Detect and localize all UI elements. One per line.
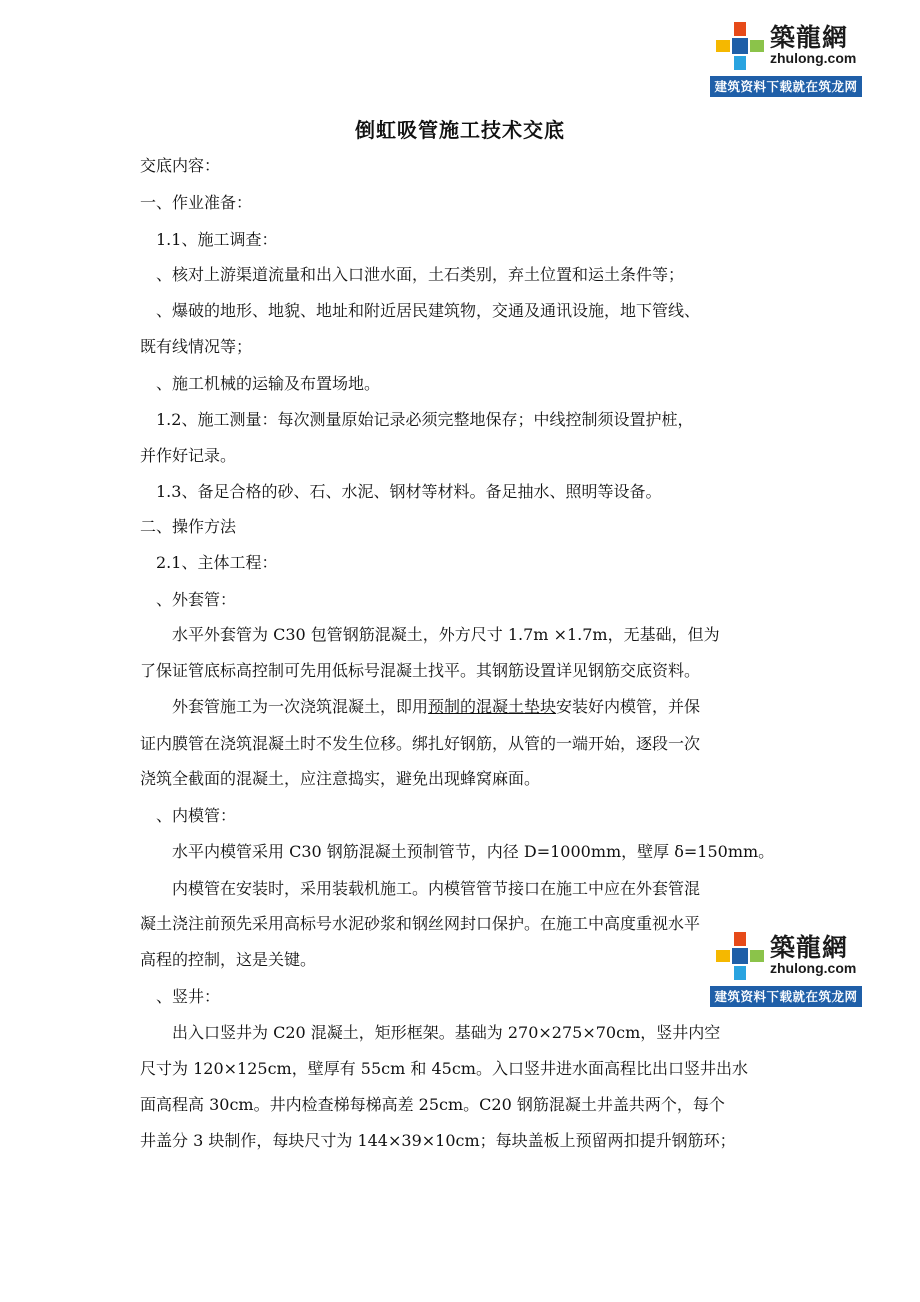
text-line: 交底内容： bbox=[140, 156, 221, 175]
logo-slogan: 建筑资料下载就在筑龙网 bbox=[710, 986, 862, 1007]
logo-brand-en: zhulong.com bbox=[770, 960, 857, 976]
text-line: 一、作业准备： bbox=[140, 193, 253, 212]
text-line: 出入口竖井为 C20 混凝土，矩形框架。基础为 270×275×70cm，竖井内空 bbox=[140, 1023, 721, 1042]
text-line: 面高程高 30cm。井内检查梯每梯高差 25cm。C20 钢筋混凝土井盖共两个，每个 bbox=[140, 1095, 725, 1114]
logo-brand-cn: 築龍網 bbox=[770, 933, 849, 962]
text-line: 水平内模管采用 C30 钢筋混凝土预制管节，内径 D=1000mm，壁厚 δ=150mm。 bbox=[140, 842, 775, 861]
text-line: 浇筑全截面的混凝土，应注意捣实，避免出现蜂窝麻面。 bbox=[140, 769, 541, 788]
text-line: 并作好记录。 bbox=[140, 446, 237, 465]
text-line: 二、操作方法 bbox=[140, 517, 237, 536]
text-line: 证内膜管在浇筑混凝土时不发生位移。绑扎好钢筋，从管的一端开始，逐段一次 bbox=[140, 734, 701, 753]
logo-slogan: 建筑资料下载就在筑龙网 bbox=[710, 76, 862, 97]
text-line: 高程的控制，这是关键。 bbox=[140, 950, 317, 969]
text-line: 井盖分 3 块制作，每块尺寸为 144×39×10cm；每块盖板上预留两扣提升钢筋环； bbox=[140, 1131, 736, 1150]
logo-brand-cn: 築龍網 bbox=[770, 23, 849, 52]
text-line: 水平外套管为 C30 包管钢筋混凝土，外方尺寸 1.7m ×1.7m，无基础，但为 bbox=[140, 625, 720, 644]
logo-brand-en: zhulong.com bbox=[770, 50, 857, 66]
text-line: 、爆破的地形、地貌、地址和附近居民建筑物，交通及通讯设施，地下管线、 bbox=[140, 301, 701, 320]
text-line: 、外套管： bbox=[140, 590, 237, 609]
text-line: 、施工机械的运输及布置场地。 bbox=[140, 374, 381, 393]
text-line: 、核对上游渠道流量和出入口泄水面，土石类别，弃土位置和运土条件等； bbox=[140, 265, 685, 284]
document-title: 倒虹吸管施工技术交底 bbox=[355, 118, 565, 142]
text-line: 凝土浇注前预先采用高标号水泥砂浆和钢丝网封口保护。在施工中高度重视水平 bbox=[140, 914, 701, 933]
text-line: 1.2、施工测量：每次测量原始记录必须完整地保存；中线控制须设置护桩， bbox=[140, 410, 694, 429]
text-line: 、竖井： bbox=[140, 987, 221, 1006]
text-line: 既有线情况等； bbox=[140, 337, 253, 356]
text-line: 内模管在安装时，采用装载机施工。内模管管节接口在施工中应在外套管混 bbox=[140, 879, 701, 898]
zhulong-logo-top bbox=[710, 14, 862, 100]
text-line: 、内模管： bbox=[140, 806, 237, 825]
zhulong-logo-mid bbox=[710, 924, 862, 1010]
text-line-with-underline: 外套管施工为一次浇筑混凝土，即用预制的混凝土垫块安装好内模管，并保 bbox=[140, 697, 701, 716]
pinwheel-logo-icon bbox=[714, 20, 766, 72]
text-line: 尺寸为 120×125cm，壁厚有 55cm 和 45cm。入口竖井进水面高程比出口竖井出水 bbox=[140, 1059, 748, 1078]
text-line: 了保证管底标高控制可先用低标号混凝土找平。其钢筋设置详见钢筋交底资料。 bbox=[140, 661, 701, 680]
text-line: 1.3、备足合格的砂、石、水泥、钢材等材料。备足抽水、照明等设备。 bbox=[140, 482, 662, 501]
pinwheel-logo-icon bbox=[714, 930, 766, 982]
text-line: 1.1、施工调查： bbox=[140, 230, 278, 249]
underlined-phrase: 预制的混凝土垫块 bbox=[428, 697, 557, 716]
text-line: 2.1、主体工程： bbox=[140, 553, 278, 572]
